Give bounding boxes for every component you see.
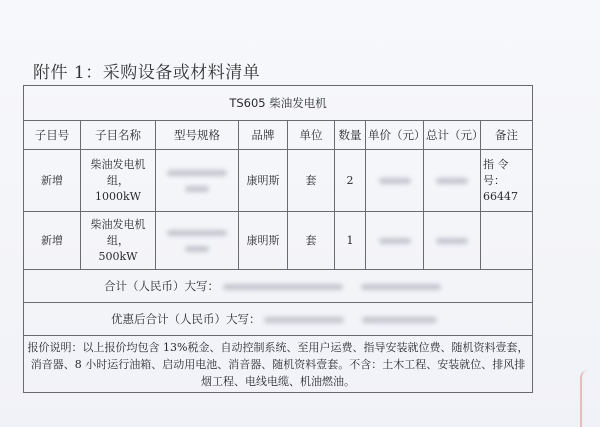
brand: 康明斯: [239, 150, 288, 212]
remark-line: 指 令 号：: [483, 157, 509, 187]
header-cell: 品牌: [239, 121, 288, 150]
remark-line: 66447: [483, 189, 518, 203]
table-row: [24, 212, 533, 270]
model-spec-redacted: [156, 150, 239, 212]
table-row: [24, 150, 533, 212]
header-cell: 型号规格: [156, 121, 239, 150]
table-title: TS605 柴油发电机: [24, 86, 533, 121]
header-row: [24, 121, 533, 150]
document-title: 附件 1：采购设备或材料清单: [33, 63, 261, 83]
quantity: 1: [335, 212, 366, 270]
item-name: [81, 150, 156, 212]
header-cell: 子目号: [24, 121, 81, 150]
discount-total-row: [24, 303, 533, 336]
seal-stamp-fragment: [580, 370, 600, 427]
total-redacted: [424, 212, 481, 270]
model-spec-redacted: [156, 212, 239, 270]
procurement-table: [23, 85, 533, 393]
header-cell: 单价（元）: [366, 121, 424, 150]
total-cell: [24, 270, 533, 303]
header-cell: 总计（元）: [424, 121, 481, 150]
brand: 康明斯: [239, 212, 288, 270]
header-cell: 数量: [335, 121, 366, 150]
remark: [481, 212, 533, 270]
header-cell: 单位: [288, 121, 335, 150]
item-name-line: 500kW: [98, 249, 138, 263]
item-code: 新增: [24, 150, 81, 212]
remark: [481, 150, 533, 212]
discount-total-label: 优惠后合计（人民币）大写：: [111, 312, 261, 326]
quantity: 2: [335, 150, 366, 212]
item-name-line: 1000kW: [95, 189, 141, 203]
header-cell: 备注: [481, 121, 533, 150]
unit: 套: [288, 150, 335, 212]
unit: 套: [288, 212, 335, 270]
item-code: 新增: [24, 212, 81, 270]
item-name-line: 柴油发电机组，: [90, 157, 146, 187]
total-row: [24, 270, 533, 303]
quote-note: 报价说明：以上报价均包含 13%税金、自动控制系统、至用户运费、指导安装就位费、随机资料壹套，消音器、8 小时运行油箱、启动用电池、消音器、随机资料壹套。不含：土木工程、安装就位、排风排烟工程、电线电缆、机油燃油。: [24, 336, 533, 393]
total-label: 合计（人民币）大写：: [104, 279, 219, 293]
header-cell: 子目名称: [81, 121, 156, 150]
unit-price-redacted: [366, 212, 424, 270]
unit-price-redacted: [366, 150, 424, 212]
total-redacted: [424, 150, 481, 212]
item-name-line: 柴油发电机组，: [90, 217, 146, 247]
item-name: [81, 212, 156, 270]
discount-total-cell: [24, 303, 533, 336]
